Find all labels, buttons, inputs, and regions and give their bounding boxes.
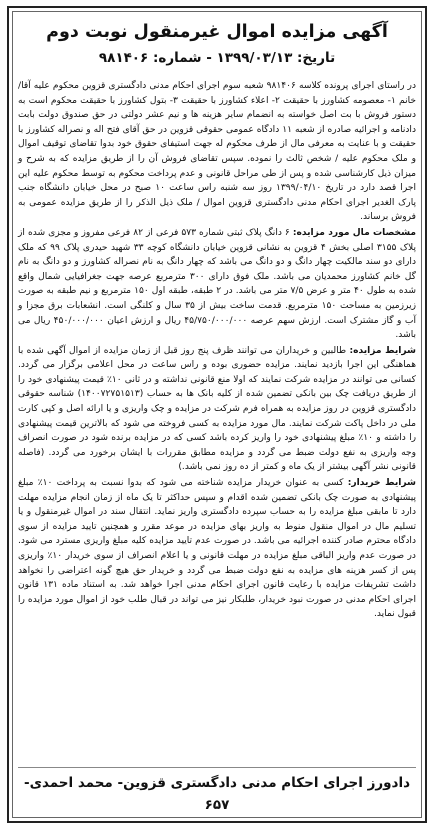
- intro-paragraph: در راستای اجرای پرونده کلاسه ۹۸۱۴۰۶ شعبه سوم اجرای احکام مدنی دادگستری قزوین محکوم علیه آقا/ خانم ۱- معصومه کشاورز با حقیقت ۲- اعلاء کشاورز با حقیقت ۳- بتول کشاورز با حقیقت محکوم است به دستور فروش با بت اصل خواسته به انضمام سایر هزینه ها و نیم عشر دولتی در حق صندوق دولت بابت دادنامه و اجرائیه صادره از شعبه ۱۱ دادگاه عمومی حقوقی قزوین در حق آقای فتح اله و نصراله کشاورز با حقیقت و با عنایت به معرفی مال از طرف محکوم له جهت استیفای حقوق خود بدوا تقاضای توقیف اموال و ملک محکوم علیه / شخص ثالث را نموده. سپس تقاضای فروش آن را از طریق مزایده که به شرح و میزان ذیل کارشناسی شده و پس از طی مراحل قانونی و عدم پرداخت محکوم به توسط محکوم علیه این اجرا قصد دارد در تاریخ ۱۳۹۹/۰۴/۱۰ روز سه شنبه راس ساعت ۱۰ صبح در محل خیابان دانشگاه جنب پارک الغدیر اجرای احکام مدنی دادگستری قزوین اموال / ملک ذیل الذکر را از طریق مزایده عمومی به فروش برساند.: [18, 81, 416, 223]
- buyer-paragraph: [18, 476, 416, 622]
- notice-title: آگهی مزایده اموال غیرمنقول نوبت دوم: [46, 22, 388, 42]
- notice-date-number: تاریخ: ۱۳۹۹/۰۳/۱۳ - شماره: ۹۸۱۴۰۶: [98, 50, 336, 66]
- notice-frame: [7, 6, 427, 823]
- notice-body: [18, 79, 416, 763]
- property-text: ۶ دانگ پلاک ثبتی شماره ۵۷۳ فرعی از ۸۲ فرعی مفروز و مجزی شده از پلاک ۳۱۵۵ اصلی بخش ۴ قزوین به نشانی قزوین خیابان دانشگاه کوچه ۳۳ شهید حیدری پلاک ۹۹ که ملک دارای دو سند مالکیت چهار دانگ و دو دانگ می باشد که چهار دانگ به نام نصراله کشاورز و دو دانگ به نام گل خانم کشاورز محمدیان می باشد. ملک فوق دارای ۳۰۰ مترمربع عرصه جهت جغرافیایی شمال واقع شده به طول ۴۰ متر و عرض ۷/۵ متر می باشد. در ۲ طبقه، طبقه اول ۱۵۰ مترمربع و نیم طبقه به صورت زیرزمین به مساحت ۱۵۰ مترمربع. قدمت ساخت بیش از ۳۵ سال و کلنگی است. انشعابات برق مجزا و آب و گاز مشترک است. ارزش سهم عرصه ۴۵/۷۵۰/۰۰۰/۰۰۰ ریال و ارزش اعیان ۴۵۰/۰۰۰/۰۰۰ ریال می باشد.: [18, 227, 417, 341]
- buyer-text: کسی به عنوان خریدار مزایده شناخته می شود که بدوا نسبت به پرداخت ۱۰٪ مبلغ پیشنهادی به صورت چک بانکی تضمین شده اقدام و سپس حداکثر تا یک ماه از زمان انجام مزایده مهلت دارد تا مابقی مبلغ مزایده را به حساب سپرده دادگستری واریز نماید. انتقال سند در اموال غیرمنقول و یا تسلیم مال در اموال منقول منوط به واریز بهای مزایده در موعد مقرر و همچنین تایید مزایده از سوی دادگاه محترم صادر کننده اجرائیه می باشد. در صورت عدم تایید مزایده کلیه مبلغ واریزی مسترد می شود. در صورت عدم واریز الباقی مبلغ مزایده در مهلت قانونی و یا اعلام انصراف از سوی خریدار ۱۰٪ واریزی پس از کسر هزینه های مزایده به نفع دولت ضبط می گردد و خریدار حق هیچ گونه اعتراضی را نخواهد داشت تشریفات مزایده با رعایت قانون اجرای احکام مدنی اجرا خواهد شد. به استناد ماده ۱۳۱ قانون اجرای احکام مدنی در صورت نبود خریدار، طلبکار نیز می تواند در قبال طلب خود از اموال مورد مزایده را قبول نماید.: [18, 478, 417, 620]
- property-label: مشخصات مال مورد مزایده:: [292, 227, 416, 238]
- conditions-paragraph: [18, 344, 416, 475]
- conditions-text: طالبین و خریداران می توانند ظرف پنج روز قبل از زمان مزایده از اموال آگهی شده با هماهنگی این اجرا بازدید نمایند. مزایده حضوری بوده و راس ساعت در محل اعلامی برگزار می گردد. کسانی می توانند در مزایده شرکت نمایند که اولا منع قانونی نداشته و در ثانی ۱۰٪ قیمت پیشنهادی خود را از طریق دریافت چک بین بانکی تضمین شده از کلیه بانک ها به حساب (۱۴۰۰۷۲۷۵۱۵۱۳) شناسه حقوقی دادگستری قزوین در روز مزایده به همراه فرم شرکت در مزایده و چک واریزی و یا ارائه اصل و کپی کارت ملی در داخل پاکت شرکت نمایند. مال مورد مزایده به کسی فروخته می شود که بالاترین قیمت پیشنهادی را داشته و ۱۰٪ مبلغ پیشنهادی خود را واریز کرده باشد کسی که در مزایده برنده شود در صورت انصراف وجه واریزی به نفع دولت ضبط می گردد و مزایده مطابق مقررات با ایشان برخورد می گردد. (فاصله قانونی نشر آگهی بیشتر از یک ماه و کمتر از ده روز نمی باشد.): [18, 345, 416, 473]
- notice-signature: دادورز اجرای احکام مدنی دادگستری قزوین- محمد احمدی- ۶۵۷: [18, 767, 416, 816]
- buyer-label: شرایط خریدار:: [347, 478, 416, 489]
- conditions-label: شرایط مزایده:: [349, 345, 416, 356]
- property-paragraph: [18, 226, 416, 343]
